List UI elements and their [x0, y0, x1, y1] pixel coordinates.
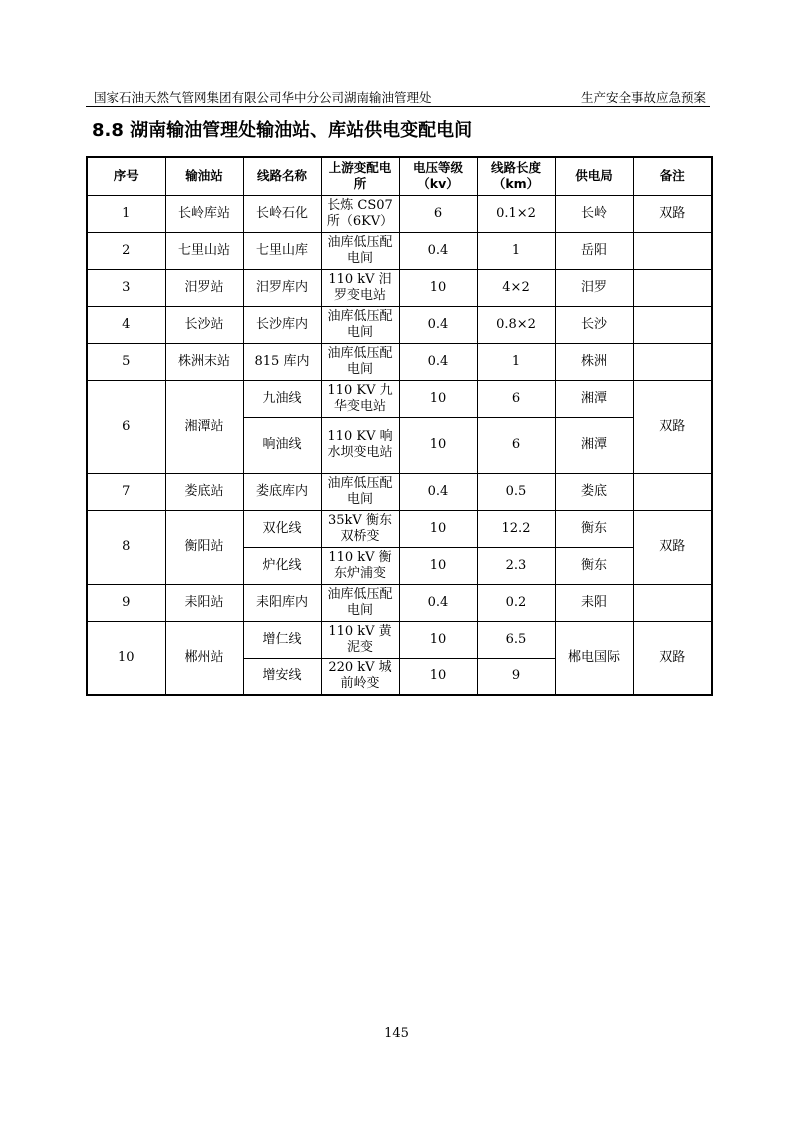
cell-length: 6.5 [477, 621, 555, 658]
cell-line: 娄底库内 [243, 473, 321, 510]
cell-line: 增安线 [243, 658, 321, 695]
cell-length: 1 [477, 343, 555, 380]
cell-voltage: 0.4 [399, 232, 477, 269]
table-row [87, 232, 712, 269]
cell-length: 9 [477, 658, 555, 695]
cell-voltage: 10 [399, 621, 477, 658]
cell-remark: 双路 [633, 195, 712, 232]
cell-line: 耒阳库内 [243, 584, 321, 621]
cell-remark [633, 306, 712, 343]
header-org: 国家石油天然气管网集团有限公司华中分公司湖南输油管理处 [94, 90, 432, 105]
table-row [87, 621, 712, 658]
cell-upstream: 110 KV 响水坝变电站 [321, 417, 399, 473]
cell-line: 汨罗库内 [243, 269, 321, 306]
cell-length: 4×2 [477, 269, 555, 306]
cell-length: 6 [477, 380, 555, 417]
cell-voltage: 0.4 [399, 473, 477, 510]
page-number: 145 [384, 1026, 409, 1041]
cell-upstream: 110 kV 衡东炉浦变 [321, 547, 399, 584]
cell-no: 3 [87, 269, 165, 306]
cell-line: 增仁线 [243, 621, 321, 658]
cell-voltage: 10 [399, 380, 477, 417]
cell-line: 炉化线 [243, 547, 321, 584]
cell-voltage: 6 [399, 195, 477, 232]
page-header [86, 84, 710, 107]
cell-station: 郴州站 [165, 621, 243, 695]
cell-length: 12.2 [477, 510, 555, 547]
cell-voltage: 10 [399, 417, 477, 473]
cell-voltage: 0.4 [399, 343, 477, 380]
cell-upstream: 油库低压配电间 [321, 473, 399, 510]
cell-remark [633, 232, 712, 269]
col-header: 线路名称 [243, 157, 321, 195]
cell-line: 长岭石化 [243, 195, 321, 232]
cell-no: 4 [87, 306, 165, 343]
cell-upstream: 油库低压配电间 [321, 584, 399, 621]
cell-length: 0.2 [477, 584, 555, 621]
table-row [87, 306, 712, 343]
cell-station: 衡阳站 [165, 510, 243, 584]
cell-voltage: 0.4 [399, 306, 477, 343]
cell-length: 0.8×2 [477, 306, 555, 343]
cell-no: 5 [87, 343, 165, 380]
cell-upstream: 油库低压配电间 [321, 306, 399, 343]
cell-length: 6 [477, 417, 555, 473]
cell-length: 1 [477, 232, 555, 269]
table-row [87, 510, 712, 547]
cell-station: 娄底站 [165, 473, 243, 510]
cell-remark: 双路 [633, 380, 712, 473]
section-title: 8.8 湖南输油管理处输油站、库站供电变配电间 [92, 120, 473, 141]
cell-voltage: 10 [399, 269, 477, 306]
cell-length: 2.3 [477, 547, 555, 584]
col-header: 备注 [633, 157, 712, 195]
cell-station: 长沙站 [165, 306, 243, 343]
cell-bureau: 长岭 [555, 195, 633, 232]
cell-bureau: 汨罗 [555, 269, 633, 306]
cell-voltage: 10 [399, 510, 477, 547]
col-header: 输油站 [165, 157, 243, 195]
cell-remark [633, 584, 712, 621]
cell-bureau: 耒阳 [555, 584, 633, 621]
cell-length: 0.1×2 [477, 195, 555, 232]
cell-station: 七里山站 [165, 232, 243, 269]
cell-voltage: 0.4 [399, 584, 477, 621]
col-header: 电压等级（kv） [399, 157, 477, 195]
cell-bureau: 衡东 [555, 547, 633, 584]
header-doc-title: 生产安全事故应急预案 [580, 90, 706, 105]
cell-line: 长沙库内 [243, 306, 321, 343]
cell-station: 湘潭站 [165, 380, 243, 473]
cell-voltage: 10 [399, 547, 477, 584]
col-header: 序号 [87, 157, 165, 195]
table-row [87, 343, 712, 380]
cell-bureau: 湘潭 [555, 380, 633, 417]
table-row [87, 380, 712, 417]
cell-no: 1 [87, 195, 165, 232]
cell-line: 815 库内 [243, 343, 321, 380]
cell-bureau: 娄底 [555, 473, 633, 510]
cell-bureau: 株洲 [555, 343, 633, 380]
cell-line: 七里山库 [243, 232, 321, 269]
cell-bureau: 湘潭 [555, 417, 633, 473]
cell-remark: 双路 [633, 621, 712, 695]
cell-station: 株洲末站 [165, 343, 243, 380]
cell-bureau: 长沙 [555, 306, 633, 343]
cell-remark [633, 269, 712, 306]
cell-upstream: 35kV 衡东双桥变 [321, 510, 399, 547]
cell-station: 长岭库站 [165, 195, 243, 232]
table-row [87, 584, 712, 621]
cell-upstream: 油库低压配电间 [321, 232, 399, 269]
cell-upstream: 油库低压配电间 [321, 343, 399, 380]
cell-line: 九油线 [243, 380, 321, 417]
cell-no: 10 [87, 621, 165, 695]
cell-line: 响油线 [243, 417, 321, 473]
cell-no: 2 [87, 232, 165, 269]
cell-remark: 双路 [633, 510, 712, 584]
cell-remark [633, 473, 712, 510]
cell-voltage: 10 [399, 658, 477, 695]
table-row [87, 269, 712, 306]
cell-bureau: 郴电国际 [555, 621, 633, 695]
cell-no: 7 [87, 473, 165, 510]
col-header: 线路长度（km） [477, 157, 555, 195]
cell-no: 6 [87, 380, 165, 473]
col-header: 供电局 [555, 157, 633, 195]
substation-table [86, 156, 713, 696]
cell-bureau: 衡东 [555, 510, 633, 547]
table-row [87, 473, 712, 510]
cell-upstream: 110 KV 九华变电站 [321, 380, 399, 417]
cell-upstream: 110 kV 汨罗变电站 [321, 269, 399, 306]
cell-station: 耒阳站 [165, 584, 243, 621]
cell-no: 9 [87, 584, 165, 621]
cell-station: 汨罗站 [165, 269, 243, 306]
cell-upstream: 220 kV 城前岭变 [321, 658, 399, 695]
cell-bureau: 岳阳 [555, 232, 633, 269]
cell-remark [633, 343, 712, 380]
cell-length: 0.5 [477, 473, 555, 510]
cell-no: 8 [87, 510, 165, 584]
table-header-row [87, 157, 712, 195]
cell-line: 双化线 [243, 510, 321, 547]
cell-upstream: 110 kV 黄泥变 [321, 621, 399, 658]
table-row [87, 195, 712, 232]
col-header: 上游变配电所 [321, 157, 399, 195]
cell-upstream: 长炼 CS07 所（6KV） [321, 195, 399, 232]
